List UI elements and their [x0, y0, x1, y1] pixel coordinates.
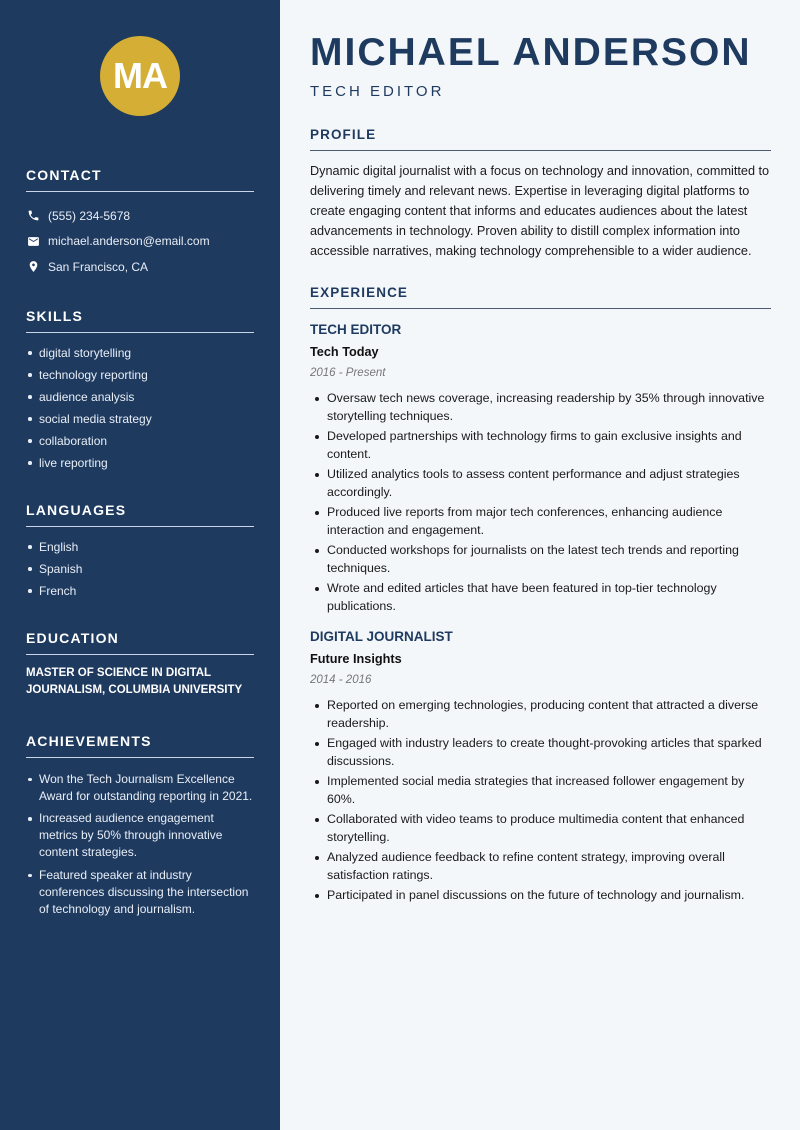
job-bullet: Participated in panel discussions on the future of technology and journalism. [310, 886, 771, 904]
education-heading: EDUCATION [26, 630, 254, 655]
candidate-title: TECH EDITOR [310, 83, 445, 100]
achievement-item: Increased audience engagement metrics by 50% through innovative content strategies. [26, 810, 254, 861]
skill-item: social media strategy [26, 408, 254, 430]
job-title: DIGITAL JOURNALIST [310, 629, 453, 644]
contact-phone-text: (555) 234-5678 [48, 208, 131, 223]
skill-item: digital storytelling [26, 342, 254, 364]
contact-email-text: michael.anderson@email.com [48, 234, 210, 249]
job-company: Tech Today [310, 345, 379, 359]
achievements-section [26, 733, 254, 918]
achievements-heading: ACHIEVEMENTS [26, 733, 254, 758]
job-bullets [310, 389, 771, 615]
job-title: TECH EDITOR [310, 322, 402, 337]
experience-heading: EXPERIENCE [310, 285, 771, 309]
skills-section [26, 308, 254, 474]
skill-item: collaboration [26, 430, 254, 452]
contact-heading: CONTACT [26, 167, 254, 192]
contact-location [26, 254, 254, 280]
job-bullet: Developed partnerships with technology firms to gain exclusive insights and content. [310, 427, 771, 463]
profile-summary: Dynamic digital journalist with a focus on technology and innovation, committed to delivering timely and relevant news. Expertise in leveraging digital platforms to create engaging content that informs and educates audiences about the latest advancements in technology. Proven ability to distill complex information into accessible narratives, making technology comprehensible to a wider audience. [310, 164, 770, 258]
location-pin-icon [26, 260, 40, 274]
contact-phone[interactable] [26, 203, 254, 229]
education-section [26, 630, 254, 699]
job-bullet: Reported on emerging technologies, producing content that attracted a diverse readership. [310, 696, 771, 732]
avatar [100, 36, 180, 116]
languages-heading: LANGUAGES [26, 502, 254, 527]
phone-icon [26, 209, 40, 223]
avatar-initials: MA [113, 55, 167, 96]
job-bullet: Analyzed audience feedback to refine content strategy, improving overall satisfaction ratings. [310, 848, 771, 884]
job-bullet: Utilized analytics tools to assess content performance and adjust strategies accordingly. [310, 465, 771, 501]
job-entry [310, 628, 771, 904]
job-dates: 2014 - 2016 [310, 674, 372, 686]
education-degree: MASTER OF SCIENCE IN DIGITAL JOURNALISM, COLUMBIA UNIVERSITY [26, 666, 243, 696]
contact-section [26, 167, 254, 280]
achievements-list [26, 771, 254, 918]
profile-section [310, 127, 771, 261]
contact-location-text: San Francisco, CA [48, 259, 149, 274]
sidebar [0, 0, 280, 1130]
achievement-item: Featured speaker at industry conferences discussing the intersection of technology and journalism. [26, 867, 254, 918]
language-item: English [26, 536, 254, 558]
candidate-name: MICHAEL ANDERSON [310, 31, 752, 74]
contact-list [26, 203, 254, 280]
job-bullet: Oversaw tech news coverage, increasing readership by 35% through innovative storytelling techniques. [310, 389, 771, 425]
job-bullet: Produced live reports from major tech conferences, enhancing audience interaction and engagement. [310, 503, 771, 539]
job-bullet: Engaged with industry leaders to create thought-provoking articles that sparked discussions. [310, 734, 771, 770]
email-icon [26, 234, 40, 248]
skills-list [26, 342, 254, 474]
skill-item: live reporting [26, 452, 254, 474]
language-item: Spanish [26, 558, 254, 580]
skill-item: technology reporting [26, 364, 254, 386]
skill-item: audience analysis [26, 386, 254, 408]
language-item: French [26, 580, 254, 602]
job-bullet: Conducted workshops for journalists on the latest tech trends and reporting techniques. [310, 541, 771, 577]
achievement-item: Won the Tech Journalism Excellence Award for outstanding reporting in 2021. [26, 771, 254, 805]
languages-list [26, 536, 254, 602]
job-dates: 2016 - Present [310, 367, 386, 379]
job-company: Future Insights [310, 652, 402, 666]
job-entry [310, 321, 771, 615]
main-content [280, 0, 800, 1130]
contact-email[interactable] [26, 229, 254, 255]
languages-section [26, 502, 254, 602]
skills-heading: SKILLS [26, 308, 254, 333]
job-bullet: Collaborated with video teams to produce multimedia content that enhanced storytelling. [310, 810, 771, 846]
profile-heading: PROFILE [310, 127, 771, 151]
experience-section [310, 285, 771, 904]
job-bullets [310, 696, 771, 904]
job-bullet: Wrote and edited articles that have been featured in top-tier technology publications. [310, 579, 771, 615]
job-bullet: Implemented social media strategies that increased follower engagement by 60%. [310, 772, 771, 808]
